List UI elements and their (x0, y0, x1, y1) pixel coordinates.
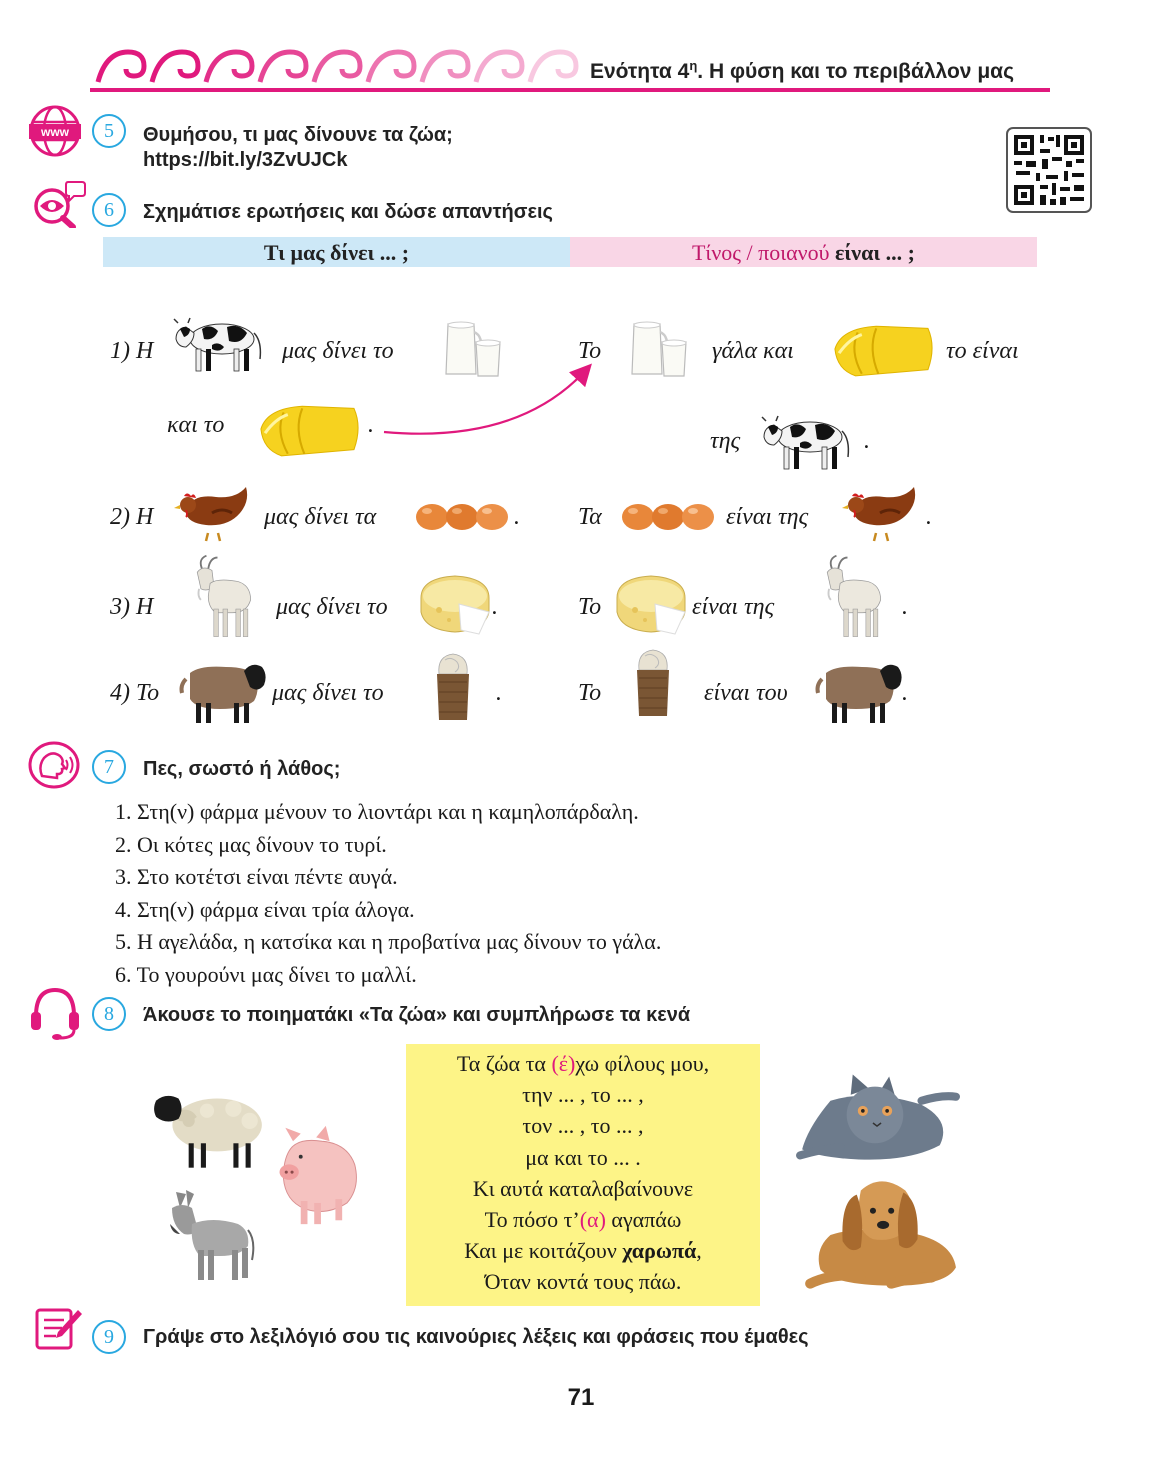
piglet-picture (270, 1122, 370, 1228)
row4-left-verb: μας δίνει το (272, 680, 384, 706)
poem-line-3: τον ... , το ... , (522, 1113, 644, 1139)
yellow-cheese-picture (826, 318, 941, 380)
hen-picture (840, 480, 920, 546)
poem-line-1: Τα ζώα τα (έ)χω φίλους μου, (456, 1051, 710, 1076)
exercise-number-8: 8 (92, 997, 126, 1031)
qr-code[interactable] (1006, 127, 1092, 213)
hen-picture (172, 480, 252, 546)
question-band-right (570, 237, 1037, 267)
exercise-7-title: Πες, σωστό ή λάθος; (143, 758, 341, 780)
poem-line-2: την ... , το ... , (522, 1082, 644, 1108)
list-item: 2. Οι κότες μας δίνουν το τυρί. (115, 831, 387, 857)
list-item: 1. Στη(ν) φάρμα μένουν το λιοντάρι και η καμηλοπάρδαλη. (115, 799, 639, 824)
row1-right-is: το είναι (946, 338, 1019, 364)
sheep-picture (170, 654, 270, 726)
magnifier-eye-icon (30, 178, 86, 228)
exercise-9-title: Γράψε στο λεξιλόγιό σου τις καινούριες λέξεις και φράσεις που έμαθες (143, 1326, 809, 1348)
poem-line-7: Και με κοιτάζουν χαρωπά, (464, 1238, 702, 1264)
exercise-6-title: Σχημάτισε ερωτήσεις και δώσε απαντήσεις (143, 201, 553, 223)
transform-arrow (378, 360, 598, 440)
speaking-head-icon (28, 740, 84, 790)
row4-right-prefix: Το (578, 680, 602, 706)
goat-picture (814, 552, 892, 644)
list-item: 3. Στο κοτέτσι είναι πέντε αυγά. (115, 864, 398, 890)
white-cheese-picture (414, 568, 496, 638)
row3-right-prefix: Το (578, 594, 602, 620)
poem-line-6: Το πόσο τ’(α) αγαπάω (484, 1207, 682, 1233)
row4-right-is-of: είναι του (704, 680, 788, 706)
milk-picture (624, 312, 694, 382)
question-band-left (103, 237, 570, 267)
puppy-picture (790, 1170, 962, 1292)
header-ribbon-decoration (90, 44, 590, 88)
exercise-5-title: Θυμήσου, τι μας δίνουνε τα ζώα; (143, 124, 453, 146)
cat-picture (790, 1070, 962, 1172)
page-number: 71 (567, 1384, 595, 1411)
true-false-list (115, 796, 661, 992)
poem-line-8: Όταν κοντά τους πάω. (484, 1269, 682, 1295)
row3-right-period: . (902, 594, 908, 620)
list-item: 6. Το γουρούνι μας δίνει το μαλλί. (115, 961, 417, 987)
cow-picture (172, 306, 272, 378)
poem-line-5: Κι αυτά καταλαβαίνουνε (472, 1175, 694, 1201)
poem-box (406, 1044, 760, 1306)
row3-right-is-of: είναι της (692, 594, 775, 620)
exercise-5-link[interactable]: https://bit.ly/3ZvUJCk (143, 149, 348, 171)
row1-right-of: της (710, 428, 741, 454)
row2-left-period: . (514, 504, 520, 530)
yellow-cheese-picture (252, 398, 367, 460)
unit-title: Ενότητα $4^\eta$. Η φύση και το περιβάλλον μας (590, 58, 1014, 83)
exercise-8-title: Άκουσε το ποιηματάκι «Τα ζώα» και συμπλήρωσε τα κενά (143, 1004, 691, 1026)
row1-left-verb: μας δίνει το (282, 338, 394, 364)
donkey-picture (160, 1184, 260, 1284)
band-left-text: Τι μας δίνει ... ; (263, 240, 410, 265)
eggs-picture (618, 494, 718, 536)
row4-left-prefix: 4) Το (110, 680, 160, 706)
row3-left-period: . (492, 594, 498, 620)
cow-picture (760, 404, 860, 476)
row2-right-prefix: Τα (578, 504, 602, 530)
row1-left-and: και το (167, 412, 225, 438)
white-sheep-picture (148, 1080, 270, 1172)
row1-left-period: . (368, 412, 374, 438)
row2-right-period: . (926, 504, 932, 530)
wool-sack-picture (432, 652, 474, 722)
band-right-text: Τίνος / ποιανού είναι ... ; (691, 240, 915, 265)
row1-left-prefix: 1) Η (110, 338, 154, 364)
row4-left-period: . (496, 680, 502, 706)
svg-text:www: www (40, 125, 70, 139)
globe-www-icon (28, 104, 82, 158)
poem-line-4: μα και το ... . (525, 1144, 641, 1170)
row1-right-prefix: Το (578, 338, 602, 364)
row3-left-prefix: 3) Η (110, 594, 154, 620)
row4-right-period: . (902, 680, 908, 706)
row3-left-verb: μας δίνει το (276, 594, 388, 620)
exercise-number-9: 9 (92, 1320, 126, 1354)
header-rule (90, 88, 1050, 92)
goat-picture (184, 552, 262, 644)
eggs-picture (412, 494, 512, 536)
exercise-number-7: 7 (92, 750, 126, 784)
row1-right-milk-and: γάλα και (712, 338, 794, 364)
notebook-pencil-icon (34, 1304, 84, 1352)
exercise-number-6: 6 (92, 193, 126, 227)
list-item: 5. Η αγελάδα, η κατσίκα και η προβατίνα μας δίνουν το γάλα. (115, 929, 662, 955)
sheep-picture (806, 654, 906, 726)
wool-sack-picture (632, 648, 674, 718)
white-cheese-picture (610, 568, 692, 638)
row1-right-period: . (864, 428, 870, 454)
row2-right-is-of: είναι της (726, 504, 809, 530)
row2-left-prefix: 2) Η (110, 504, 154, 530)
exercise-number-5: 5 (92, 114, 126, 148)
list-item: 4. Στη(ν) φάρμα είναι τρία άλογα. (115, 896, 415, 922)
row2-left-verb: μας δίνει τα (264, 504, 377, 530)
headphones-icon (28, 984, 82, 1040)
